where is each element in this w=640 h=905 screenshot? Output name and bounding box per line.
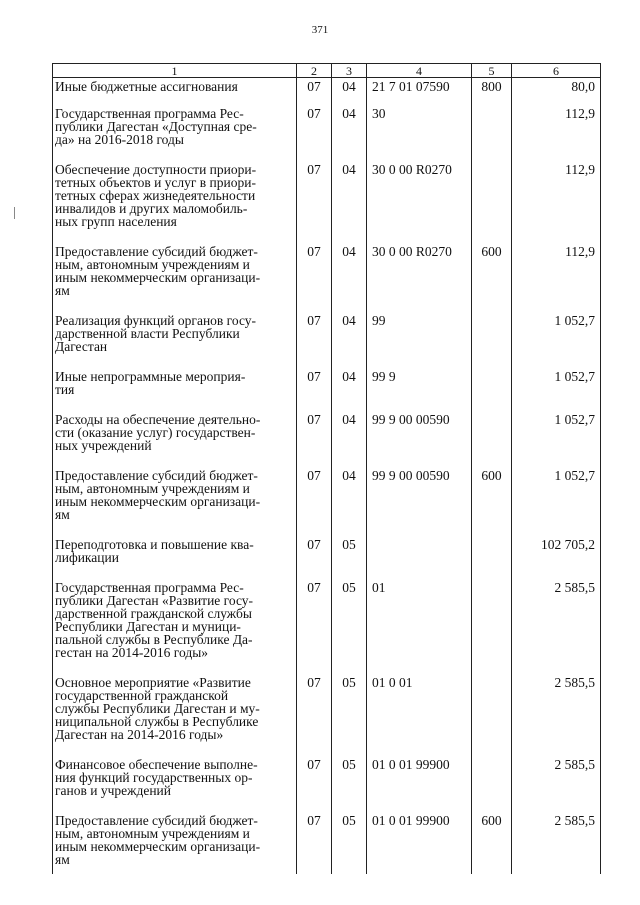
- row-expense-type: [472, 411, 512, 467]
- row-subsection: 05: [332, 536, 367, 579]
- row-amount: 2 585,5: [512, 674, 601, 756]
- table-row: [53, 812, 601, 874]
- row-section: 07: [297, 536, 332, 579]
- row-subsection: 04: [332, 411, 367, 467]
- row-target-code: [367, 536, 472, 579]
- row-target-code: 99 9 00 00590: [367, 467, 472, 536]
- row-subsection: 05: [332, 674, 367, 756]
- row-amount: 1 052,7: [512, 411, 601, 467]
- table-row: [53, 411, 601, 467]
- row-name: Иные непрограммные мероприя- тия: [53, 368, 297, 411]
- row-target-code: 30: [367, 105, 472, 161]
- row-name: Реализация функций органов госу- дарственной власти Республики Дагестан: [53, 312, 297, 368]
- header-col-6: 6: [512, 64, 601, 78]
- row-expense-type: [472, 368, 512, 411]
- row-subsection: 05: [332, 756, 367, 812]
- row-expense-type: 800: [472, 78, 512, 106]
- header-col-1: 1: [53, 64, 297, 78]
- row-expense-type: [472, 536, 512, 579]
- table-row: [53, 536, 601, 579]
- row-section: 07: [297, 812, 332, 874]
- row-name: Финансовое обеспечение выполне- ния функций государственных ор- ганов и учреждений: [53, 756, 297, 812]
- row-section: 07: [297, 411, 332, 467]
- row-name: Иные бюджетные ассигнования: [53, 78, 297, 106]
- row-subsection: 04: [332, 368, 367, 411]
- row-subsection: 04: [332, 78, 367, 106]
- row-section: 07: [297, 105, 332, 161]
- row-expense-type: [472, 312, 512, 368]
- row-section: 07: [297, 579, 332, 674]
- row-name: Предоставление субсидий бюджет- ным, автономным учреждениям и иным некоммерческим организаци- ям: [53, 467, 297, 536]
- row-target-code: 30 0 00 R0270: [367, 161, 472, 243]
- row-expense-type: [472, 161, 512, 243]
- header-col-2: 2: [297, 64, 332, 78]
- row-expense-type: [472, 579, 512, 674]
- row-section: 07: [297, 756, 332, 812]
- row-target-code: 01 0 01: [367, 674, 472, 756]
- row-expense-type: 600: [472, 812, 512, 874]
- row-subsection: 04: [332, 243, 367, 312]
- row-section: 07: [297, 368, 332, 411]
- row-amount: 112,9: [512, 243, 601, 312]
- table-row: [53, 674, 601, 756]
- row-expense-type: [472, 756, 512, 812]
- row-subsection: 05: [332, 812, 367, 874]
- budget-table-container: [52, 63, 600, 874]
- row-name: Переподготовка и повышение ква- лификации: [53, 536, 297, 579]
- table-row: [53, 368, 601, 411]
- row-target-code: 30 0 00 R0270: [367, 243, 472, 312]
- row-target-code: 01 0 01 99900: [367, 812, 472, 874]
- table-row: [53, 467, 601, 536]
- row-target-code: 99 9: [367, 368, 472, 411]
- row-target-code: 99 9 00 00590: [367, 411, 472, 467]
- budget-table: [52, 63, 601, 874]
- row-expense-type: 600: [472, 243, 512, 312]
- table-row: [53, 756, 601, 812]
- row-name: Предоставление субсидий бюджет- ным, автономным учреждениям и иным некоммерческим организаци- ям: [53, 243, 297, 312]
- row-amount: 1 052,7: [512, 467, 601, 536]
- margin-mark: [14, 207, 15, 219]
- table-row: [53, 78, 601, 106]
- header-col-5: 5: [472, 64, 512, 78]
- row-amount: 2 585,5: [512, 756, 601, 812]
- table-row: [53, 243, 601, 312]
- table-row: [53, 579, 601, 674]
- row-section: 07: [297, 161, 332, 243]
- table-body: [53, 78, 601, 875]
- row-name: Государственная программа Рес- публики Дагестан «Развитие госу- дарственной гражданской службы Республики Дагестан и муници- пальной службы в Республике Да- гестан на 2014-2016 годы»: [53, 579, 297, 674]
- table-row: [53, 161, 601, 243]
- row-target-code: 01: [367, 579, 472, 674]
- row-section: 07: [297, 674, 332, 756]
- row-subsection: 04: [332, 312, 367, 368]
- row-subsection: 05: [332, 579, 367, 674]
- row-target-code: 21 7 01 07590: [367, 78, 472, 106]
- row-amount: 80,0: [512, 78, 601, 106]
- header-col-4: 4: [367, 64, 472, 78]
- row-section: 07: [297, 243, 332, 312]
- row-expense-type: [472, 105, 512, 161]
- table-row: [53, 105, 601, 161]
- row-target-code: 01 0 01 99900: [367, 756, 472, 812]
- row-name: Предоставление субсидий бюджет- ным, автономным учреждениям и иным некоммерческим организаци- ям: [53, 812, 297, 874]
- row-name: Государственная программа Рес- публики Дагестан «Доступная сре- да» на 2016-2018 годы: [53, 105, 297, 161]
- row-name: Основное мероприятие «Развитие государственной гражданской службы Республики Дагестан и му- ниципальной службы в Республике Дагестан на 2014-2016 годы»: [53, 674, 297, 756]
- row-subsection: 04: [332, 105, 367, 161]
- row-amount: 112,9: [512, 105, 601, 161]
- row-amount: 2 585,5: [512, 812, 601, 874]
- row-section: 07: [297, 312, 332, 368]
- row-section: 07: [297, 467, 332, 536]
- row-target-code: 99: [367, 312, 472, 368]
- row-amount: 1 052,7: [512, 368, 601, 411]
- row-amount: 2 585,5: [512, 579, 601, 674]
- page-number: 371: [311, 24, 329, 36]
- row-subsection: 04: [332, 161, 367, 243]
- table-row: [53, 312, 601, 368]
- row-name: Расходы на обеспечение деятельно- сти (оказание услуг) государствен- ных учреждений: [53, 411, 297, 467]
- row-amount: 102 705,2: [512, 536, 601, 579]
- header-row: [53, 64, 601, 78]
- row-expense-type: 600: [472, 467, 512, 536]
- row-name: Обеспечение доступности приори- тетных объектов и услуг в приори- тетных сферах жизнедеятельности инвалидов и других маломобиль- ных групп населения: [53, 161, 297, 243]
- row-expense-type: [472, 674, 512, 756]
- row-amount: 1 052,7: [512, 312, 601, 368]
- row-subsection: 04: [332, 467, 367, 536]
- row-amount: 112,9: [512, 161, 601, 243]
- header-col-3: 3: [332, 64, 367, 78]
- row-section: 07: [297, 78, 332, 106]
